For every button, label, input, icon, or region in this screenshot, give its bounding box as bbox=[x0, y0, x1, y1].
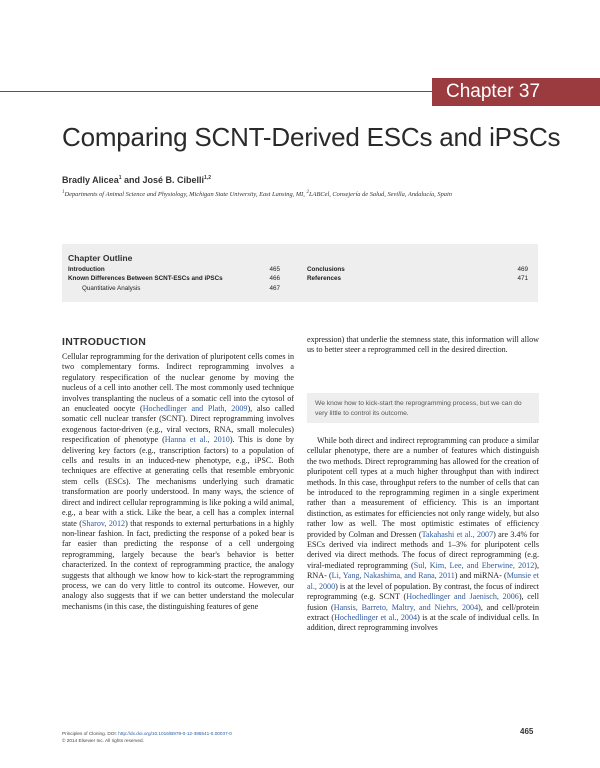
affiliations bbox=[62, 188, 542, 200]
body-text: While both direct and indirect reprogramming can produce a similar cellular phenotype, there are a number of features which distinguish the two methods. Direct reprogramming has allowed for the creation of pluripotent cell types at a much higher throughput than with indirect methods. In this case, throughput refers to the number of cells that can be introduced to the reprogramming regimen in a single experiment rather than a measurement of efficiency. This is an important distinction, as estimates for efficiencies not only range widely, but also rather low as well. The most optimistic estimates of efficiency provided by Colman and Dressen ( bbox=[307, 436, 539, 539]
outline-item-references[interactable]: References bbox=[307, 275, 341, 282]
section-heading-introduction: INTRODUCTION bbox=[62, 336, 147, 348]
author-name: Bradly Alicea bbox=[62, 175, 119, 185]
citation-link[interactable]: Hansis, Barreto, Maltry, and Niehrs, 2004 bbox=[333, 602, 479, 612]
footer-line bbox=[62, 730, 232, 737]
left-column bbox=[62, 352, 294, 612]
footer-text: Principles of Cloning. DOI: bbox=[62, 731, 119, 736]
body-text: ) and miRNA- ( bbox=[454, 571, 507, 581]
body-text: ), RNA- ( bbox=[307, 560, 539, 581]
body-text: ), also called somatic cell nuclear transfer (SCNT). Direct reprogramming involves exogenous factor-driven (e.g., viral vectors, RNA, small molecules) respecification of phenotype ( bbox=[62, 404, 294, 445]
citation-link[interactable]: Hochedlinger and Plath, 2009 bbox=[142, 404, 248, 414]
chapter-outline-box bbox=[62, 244, 538, 302]
copyright-line: © 2014 Elsevier Inc. All rights reserved. bbox=[62, 738, 144, 743]
body-text: ) is at the scale of individual cells. In addition, direct reprogramming involves bbox=[307, 612, 539, 633]
paragraph bbox=[307, 436, 539, 634]
paragraph bbox=[62, 352, 294, 612]
citation-link[interactable]: Sul, Kim, Lee, and Eberwine, 2012 bbox=[413, 560, 535, 570]
page-footer bbox=[62, 730, 232, 744]
citation-link[interactable]: Sharov, 2012 bbox=[82, 518, 126, 528]
paragraph: expression) that underlie the stemness state, this information will allow us to better steer a reprogrammed cell in the desired direction. bbox=[307, 335, 539, 355]
pull-quote: We know how to kick-start the reprogramming process, but we can do very little to control its outcome. bbox=[307, 393, 539, 423]
chapter-rule bbox=[0, 91, 432, 92]
outline-item-conclusions[interactable]: Conclusions bbox=[307, 266, 345, 273]
body-text: ) is at the level of population. By contrast, the focus of indirect reprogramming (e.g. SCNT ( bbox=[307, 581, 539, 602]
page-title: Comparing SCNT-Derived ESCs and iPSCs bbox=[62, 122, 561, 152]
author-line bbox=[62, 175, 211, 185]
body-text: ) are 3.4% for ESCs derived via indirect methods and 1–3% for pluripotent cells derived via direct methods. The focus of direct reprogramming (e.g. viral-mediated reprogramming ( bbox=[307, 529, 539, 570]
outline-page: 465 bbox=[269, 266, 280, 273]
body-text: Cellular reprogramming for the derivation of pluripotent cells comes in two complementary forms. Indirect reprogramming involves a regulatory respecification of the nuclear genome by moving the nucleus of a cell into another cell. The most commonly used technique involves transplanting the nucleus of a somatic cell into the cytosol of an enucleated oocyte ( bbox=[62, 352, 294, 414]
outline-title: Chapter Outline bbox=[68, 253, 133, 263]
citation-link[interactable]: Hochedlinger and Jaenisch, 2006 bbox=[406, 592, 519, 602]
affil-sup: 2 bbox=[306, 190, 309, 195]
outline-item-introduction[interactable]: Introduction bbox=[68, 266, 105, 273]
author-name: José B. Cibelli bbox=[142, 175, 205, 185]
body-text: ), cell fusion ( bbox=[307, 592, 539, 612]
body-text: ), and cell/protein extract ( bbox=[307, 602, 540, 622]
affil-text: LABCel, Consejería de Salud, Sevilla, Andalucía, Spain bbox=[308, 191, 452, 199]
outline-item-quantitative-analysis[interactable]: Quantitative Analysis bbox=[82, 285, 141, 292]
outline-page: 471 bbox=[517, 275, 528, 282]
page-number: 465 bbox=[520, 727, 534, 736]
outline-page: 466 bbox=[269, 275, 280, 282]
affil-sup: 1 bbox=[62, 190, 65, 195]
outline-page: 467 bbox=[269, 285, 280, 292]
author-sup: 1,2 bbox=[204, 175, 211, 181]
chapter-label: Chapter 37 bbox=[432, 78, 600, 106]
outline-page: 469 bbox=[517, 266, 528, 273]
right-column-top bbox=[307, 335, 539, 356]
citation-link[interactable]: Munsie et al., 2000 bbox=[307, 571, 539, 591]
citation-link[interactable]: Li, Yang, Nakashima, and Rana, 2011 bbox=[331, 571, 455, 581]
citation-link[interactable]: Hanna et al., 2010 bbox=[164, 435, 230, 445]
doi-link[interactable]: http://dx.doi.org/10.1016/B978-0-12-386541-0.00037-0 bbox=[118, 731, 232, 736]
affil-text: Departments of Animal Science and Physiology, Michigan State University, East Lansing, MI, bbox=[64, 191, 307, 199]
outline-item-known-differences[interactable]: Known Differences Between SCNT-ESCs and iPSCs bbox=[68, 275, 223, 282]
citation-link[interactable]: Hochedlinger et al., 2004 bbox=[334, 612, 418, 622]
body-text: ). This is done by delivering key factors (e.g., transcription factors) to a population of cells and results in an induced-new phenotype, e.g., iPSC. Both techniques are effective at generating cells that resemble embryonic stem cells (ESCs). The mechanisms underlying such dramatic transformation are poorly understood. In many ways, the science of direct and indirect cellular reprogramming is like poking a wild animal, e.g., a bear with a stick. Like the bear, a cell has a complex internal state ( bbox=[62, 435, 294, 528]
author-sup: 1 bbox=[118, 175, 122, 181]
body-text: ) that responds to external perturbations in a highly non-linear fashion. In fact, predicting the response of a poked bear is far easier than predicting the response of a cell undergoing reprogramming, largely because the bear's behavior is better characterized. In the context of reprogramming practice, the analogy suggests that although we know how to kick-start the reprogramming process, we can do very little to control its outcome. However, our analogy also suggests that if we can better understand the molecular mechanisms (in this case, the distinguishing features of gene bbox=[62, 518, 294, 611]
right-column bbox=[307, 436, 539, 634]
author-and: and bbox=[121, 175, 143, 185]
citation-link[interactable]: Takahashi et al., 2007 bbox=[421, 529, 494, 539]
